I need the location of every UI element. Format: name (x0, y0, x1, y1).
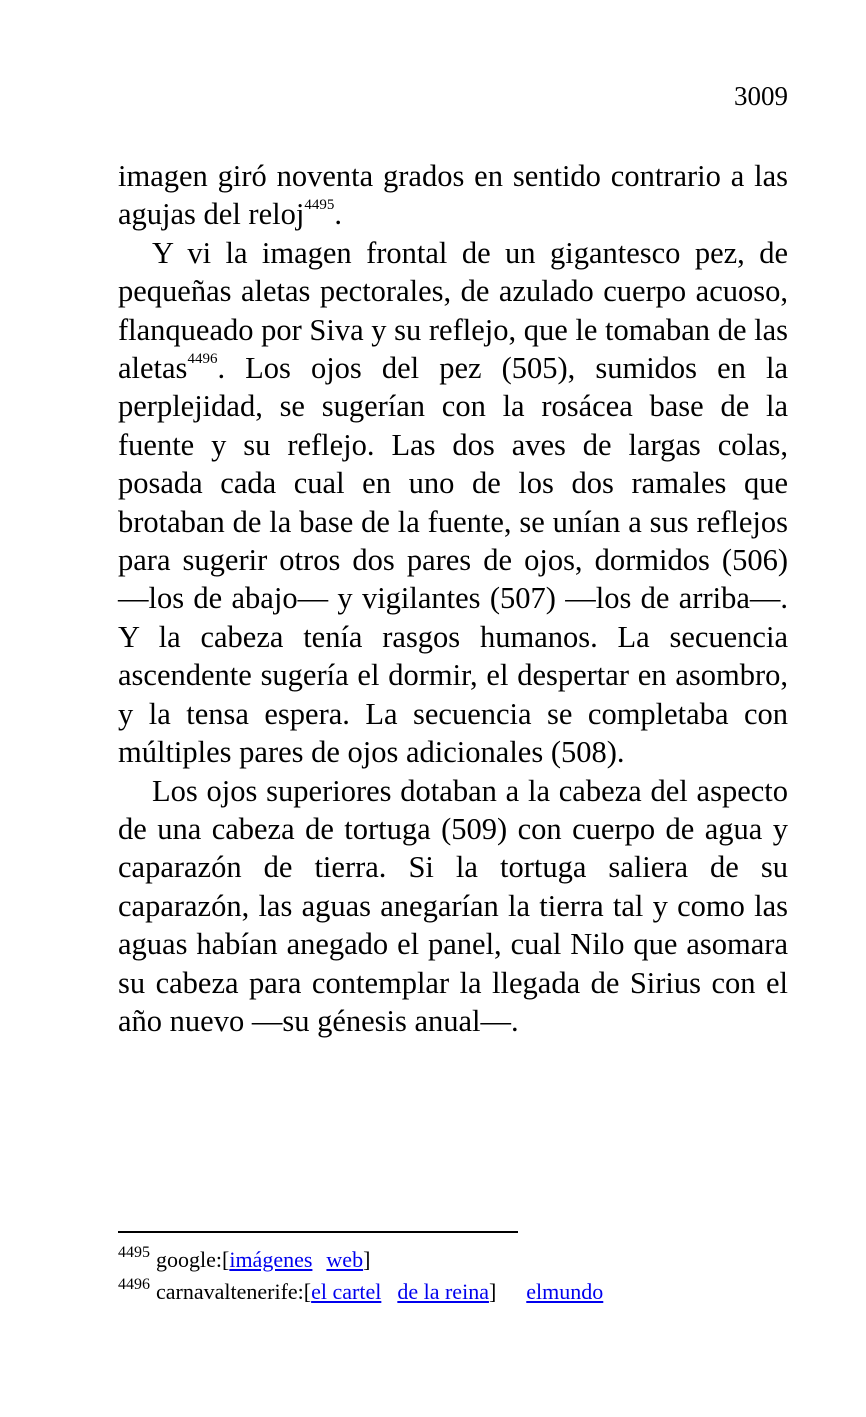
paragraph-1 (118, 157, 788, 234)
footnote-4496 (118, 1276, 818, 1308)
footnote-source: google:[ (156, 1247, 230, 1272)
paragraph-3 (118, 772, 788, 1041)
footnotes (118, 1244, 818, 1308)
paragraph-1-text: imagen giró noventa grados en sentido contrario a las agujas del reloj (118, 159, 788, 232)
footnote-ref-4495[interactable]: 4495 (304, 197, 335, 214)
paragraph-3-text: Los ojos superiores dotaban a la cabeza del aspecto de una cabeza de tortuga (509) con cuerpo de agua y caparazón de tierra. Si la tortuga saliera de su caparazón, las aguas anegarían la tierra tal y como las aguas habían anegado el panel, cual Nilo que asomara su cabeza para contemplar la llegada de Sirius con el año nuevo —su génesis anual—. (118, 773, 788, 1038)
footnote-number: 4496 (118, 1276, 150, 1293)
footnote-bracket-close: ] (363, 1247, 371, 1272)
link-de-la-reina[interactable]: de la reina (397, 1279, 489, 1304)
paragraph-2-text-b: . Los ojos del pez (505), sumidos en la perplejidad, se sugerían con la rosácea base de la fuente y su reflejo. Las dos aves de largas colas, posada cada cual en uno de los dos ramales que brotaban de la base de la fuente, se unían a sus reflejos para sugerir otros dos pares de ojos, dormidos (506) —los de abajo— y vigilantes (507) —los de arriba—. Y la cabeza tenía rasgos humanos. La secuencia ascendente sugería el dormir, el despertar en asombro, y la tensa espera. La secuencia se completaba con múltiples pares de ojos adicionales (508). (118, 351, 788, 770)
page-number: 3009 (734, 81, 788, 111)
body-text (118, 157, 788, 1040)
footnote-bracket-close: ] (488, 1279, 497, 1304)
footnote-4495 (118, 1244, 818, 1276)
footnote-number: 4495 (118, 1244, 150, 1261)
footnote-source: carnavaltenerife:[ (156, 1279, 312, 1304)
link-imagenes[interactable]: imágenes (229, 1247, 313, 1272)
link-el-cartel[interactable]: el cartel (311, 1279, 382, 1304)
paragraph-1-end: . (334, 197, 342, 232)
footnote-ref-4496[interactable]: 4496 (187, 351, 218, 368)
paragraph-2 (118, 234, 788, 772)
link-elmundo[interactable]: elmundo (526, 1279, 604, 1304)
footnote-separator (118, 1231, 518, 1233)
link-web[interactable]: web (326, 1247, 364, 1272)
paragraph-2-text-a: Y vi la imagen frontal de un gigantesco pez, de pequeñas aletas pectorales, de azulado cuerpo acuoso, flanqueado por Siva y su reflejo, que le tomaban de las aletas (118, 235, 788, 386)
